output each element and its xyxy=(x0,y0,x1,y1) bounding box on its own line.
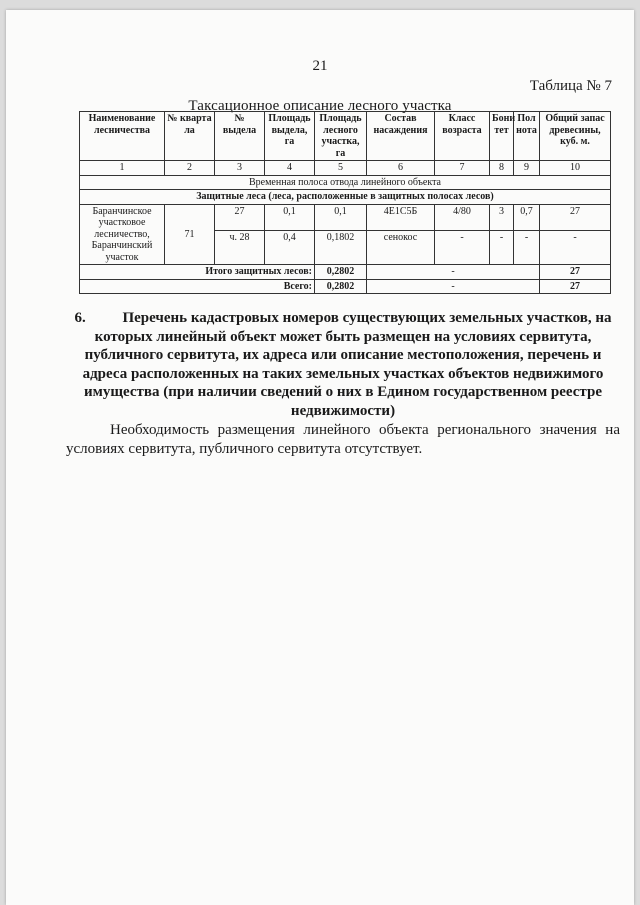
cell-age-class: - xyxy=(435,231,490,265)
band-temporary-strip: Временная полоса отвода линейного объекта xyxy=(80,175,611,190)
section-number: 6. xyxy=(74,310,86,326)
total-protective-stock: 27 xyxy=(540,265,611,280)
header-bonitet: Бони тет xyxy=(490,112,514,161)
taxation-table xyxy=(79,111,611,294)
column-number: 4 xyxy=(265,161,315,176)
section-heading xyxy=(66,309,620,420)
cell-vydel: 27 xyxy=(215,204,265,231)
page-number: 21 xyxy=(312,58,328,74)
column-number: 6 xyxy=(367,161,435,176)
cell-bonitet: 3 xyxy=(490,204,514,231)
section-title: Перечень кадастровых номеров существующих земельных участков, на которых линейный объект может быть размещен на условиях сервитута, публичного сервитута, их адреса или описание местоположения, перечень и адреса расположенных на таких земельных участках объектов недвижимого имущества (при наличии сведений о них в Едином государственном реестре недвижимости) xyxy=(82,310,612,419)
cell-area-plot: 0,1802 xyxy=(315,231,367,265)
total-protective-label: Итого защитных лесов: xyxy=(80,265,315,280)
table-header-row xyxy=(80,112,611,161)
total-protective-dash: - xyxy=(367,265,540,280)
cell-bonitet: - xyxy=(490,231,514,265)
column-number: 1 xyxy=(80,161,165,176)
header-composition: Состав насаждения xyxy=(367,112,435,161)
band-row-temporary-strip xyxy=(80,175,611,190)
column-number: 8 xyxy=(490,161,514,176)
total-all-area: 0,2802 xyxy=(315,279,367,294)
header-area-plot: Площадь лесного участка, га xyxy=(315,112,367,161)
header-density: Пол нота xyxy=(514,112,540,161)
total-protective-row xyxy=(80,265,611,280)
body-paragraph: Необходимость размещения линейного объекта регионального значения на условиях сервитута, публичного сервитута отсутствует. xyxy=(66,422,620,457)
cell-composition: 4Е1С5Б xyxy=(367,204,435,231)
band-protective-forests: Защитные леса (леса, расположенные в защитных полосах лесов) xyxy=(80,190,611,205)
total-all-row xyxy=(80,279,611,294)
header-age-class: Класс возраста xyxy=(435,112,490,161)
column-number: 7 xyxy=(435,161,490,176)
cell-quarter: 71 xyxy=(165,204,215,265)
column-number: 5 xyxy=(315,161,367,176)
table-number: Таблица № 7 xyxy=(529,78,612,94)
cell-vydel: ч. 28 xyxy=(215,231,265,265)
cell-stock: - xyxy=(540,231,611,265)
cell-area-vydel: 0,1 xyxy=(265,204,315,231)
header-stock: Общий запас древесины, куб. м. xyxy=(540,112,611,161)
column-number: 9 xyxy=(514,161,540,176)
header-quarter: № кварта ла xyxy=(165,112,215,161)
document-page xyxy=(6,10,634,905)
cell-age-class: 4/80 xyxy=(435,204,490,231)
cell-area-vydel: 0,4 xyxy=(265,231,315,265)
cell-area-plot: 0,1 xyxy=(315,204,367,231)
total-all-stock: 27 xyxy=(540,279,611,294)
header-forestry: Наименование лесничества xyxy=(80,112,165,161)
total-protective-area: 0,2802 xyxy=(315,265,367,280)
cell-composition: сенокос xyxy=(367,231,435,265)
column-number: 3 xyxy=(215,161,265,176)
cell-forestry: Баранчинское участковое лесничество, Баранчинский участок xyxy=(80,204,165,265)
cell-stock: 27 xyxy=(540,204,611,231)
table-title: Таксационное описание лесного участка xyxy=(188,98,452,114)
header-vydel: № выдела xyxy=(215,112,265,161)
total-all-label: Всего: xyxy=(80,279,315,294)
cell-density: - xyxy=(514,231,540,265)
column-number: 2 xyxy=(165,161,215,176)
cell-density: 0,7 xyxy=(514,204,540,231)
table-row xyxy=(80,204,611,231)
column-number-row xyxy=(80,161,611,176)
header-area-vydel: Площадь выдела, га xyxy=(265,112,315,161)
band-row-protective-forests xyxy=(80,190,611,205)
column-number: 10 xyxy=(540,161,611,176)
total-all-dash: - xyxy=(367,279,540,294)
